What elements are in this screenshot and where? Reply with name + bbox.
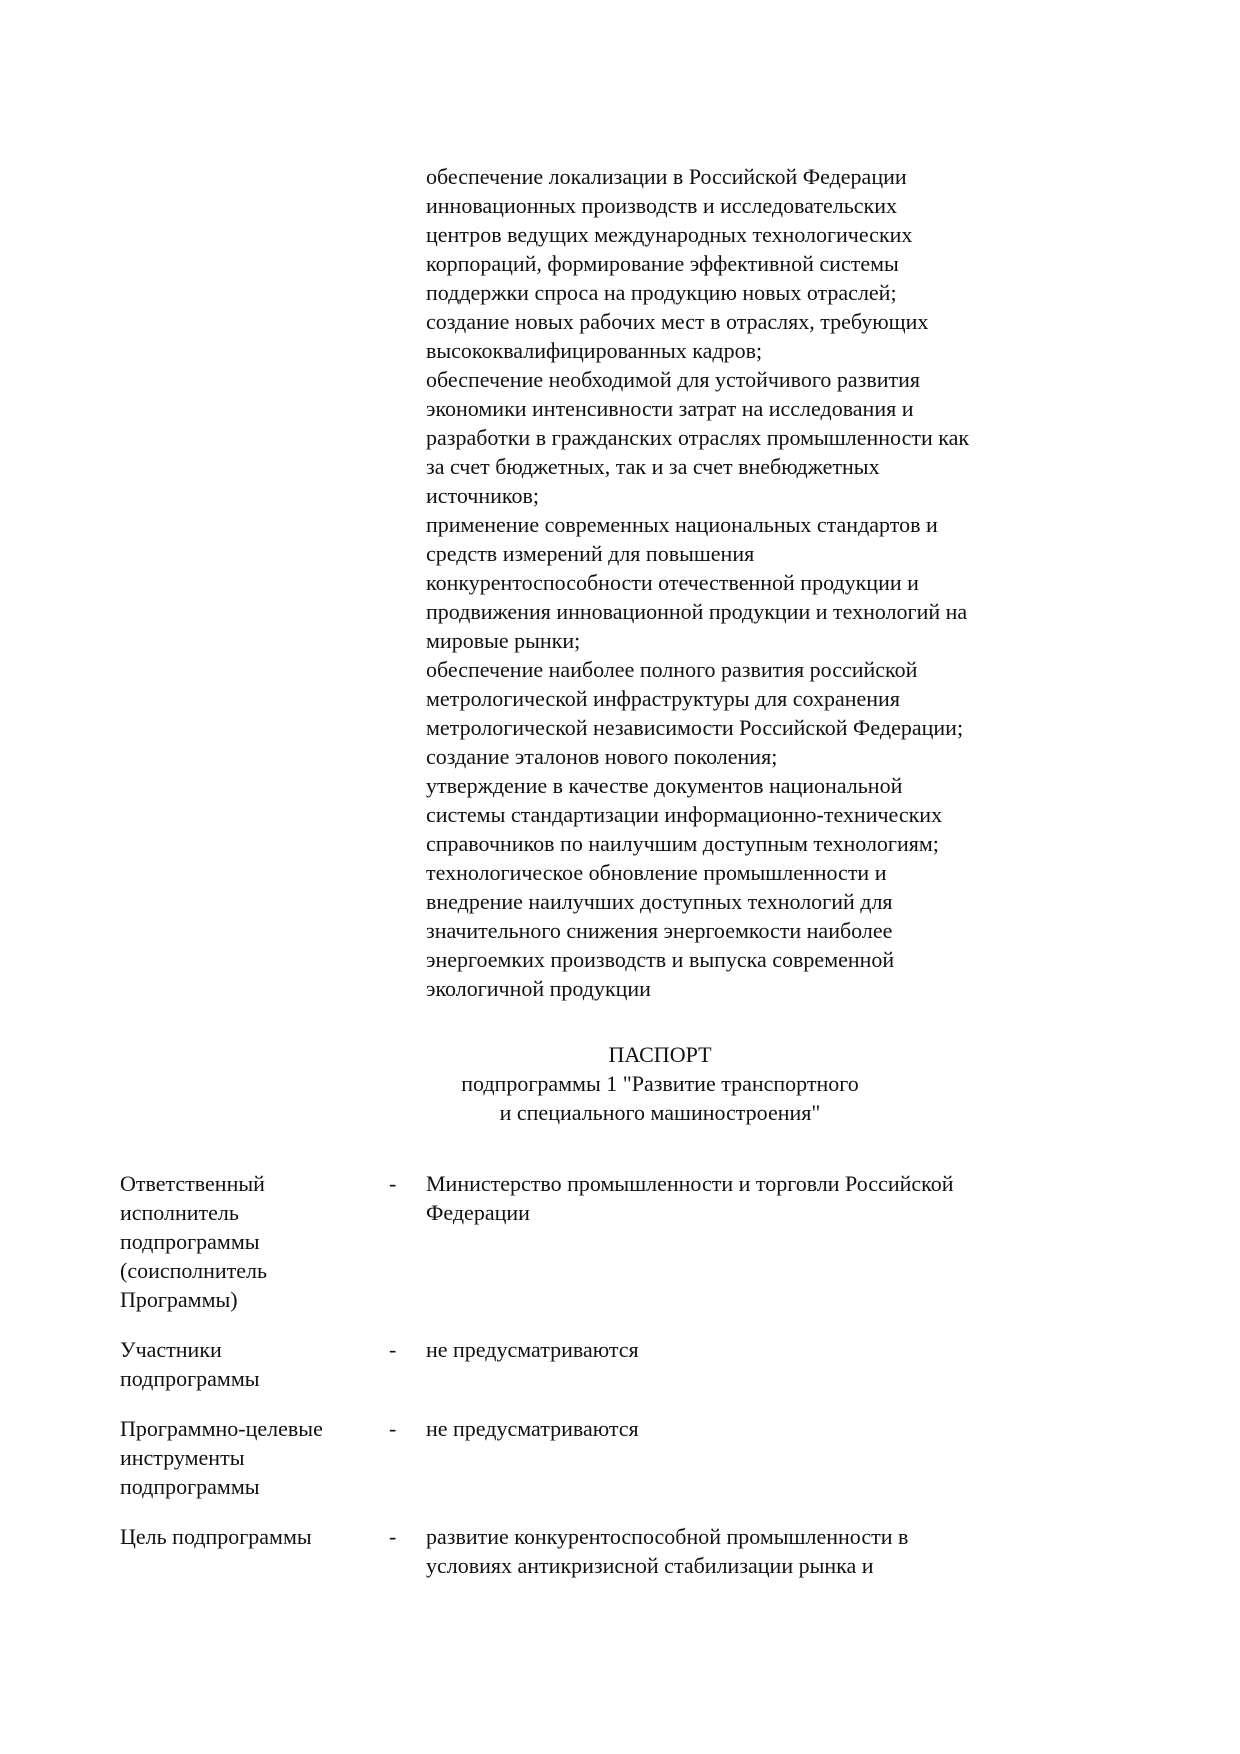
goals-line: применение современных национальных стандартов и	[426, 512, 938, 537]
row-label-line: Программы)	[120, 1287, 238, 1312]
row-dash: -	[389, 1416, 397, 1441]
goals-line: значительного снижения энергоемкости наиболее	[426, 918, 893, 943]
goals-line: мировые рынки;	[426, 628, 581, 653]
goals-line: продвижения инновационной продукции и технологий на	[426, 599, 968, 624]
goals-line: корпораций, формирование эффективной системы	[426, 251, 899, 276]
row-value-line: условиях антикризисной стабилизации рынка и	[426, 1553, 874, 1578]
goals-line: инновационных производств и исследовательских	[426, 193, 897, 218]
row-label-line: Участники	[120, 1337, 222, 1362]
passport-title: ПАСПОРТ	[608, 1042, 712, 1067]
row-label-line: подпрограммы	[120, 1229, 260, 1254]
goals-line: справочников по наилучшим доступным технологиям;	[426, 831, 939, 856]
goals-line: обеспечение необходимой для устойчивого развития	[426, 367, 921, 392]
goals-line: создание эталонов нового поколения;	[426, 744, 778, 769]
goals-line: утверждение в качестве документов национальной	[426, 773, 903, 798]
goals-text	[426, 162, 1126, 1003]
row-label-line: подпрограммы	[120, 1474, 260, 1499]
passport-heading	[400, 1040, 920, 1127]
goals-line: высококвалифицированных кадров;	[426, 338, 763, 363]
goals-line: экологичной продукции	[426, 976, 651, 1001]
row-value-line: Федерации	[426, 1200, 530, 1225]
row-label-line: подпрограммы	[120, 1366, 260, 1391]
goals-line: метрологической инфраструктуры для сохранения	[426, 686, 900, 711]
row-label-line: (соисполнитель	[120, 1258, 268, 1283]
goals-line: центров ведущих международных технологических	[426, 222, 913, 247]
passport-subtitle-line-1: подпрограммы 1 "Развитие транспортного	[461, 1071, 859, 1096]
passport-subtitle-line-2: и специального машиностроения"	[499, 1100, 821, 1125]
row-value	[426, 1414, 1066, 1443]
goals-line: внедрение наилучших доступных технологий для	[426, 889, 893, 914]
goals-line: источников;	[426, 483, 539, 508]
goals-line: метрологической независимости Российской Федерации;	[426, 715, 964, 740]
goals-line: средств измерений для повышения	[426, 541, 755, 566]
row-label-line: Ответственный	[120, 1171, 265, 1196]
goals-line: обеспечение наиболее полного развития российской	[426, 657, 918, 682]
goals-line: за счет бюджетных, так и за счет внебюджетных	[426, 454, 880, 479]
row-dash: -	[389, 1171, 397, 1196]
row-value-line: не предусматриваются	[426, 1416, 639, 1441]
goals-line: конкурентоспособности отечественной продукции и	[426, 570, 919, 595]
goals-line: создание новых рабочих мест в отраслях, требующих	[426, 309, 929, 334]
goals-line: технологическое обновление промышленности и	[426, 860, 887, 885]
row-label-line: исполнитель	[120, 1200, 239, 1225]
goals-line: разработки в гражданских отраслях промышленности как	[426, 425, 970, 450]
row-label-line: Программно-целевые	[120, 1416, 323, 1441]
row-label	[120, 1522, 380, 1551]
row-value-line: Министерство промышленности и торговли Российской	[426, 1171, 954, 1196]
row-label	[120, 1169, 380, 1314]
row-label-line: инструменты	[120, 1445, 245, 1470]
row-label	[120, 1335, 380, 1393]
row-value	[426, 1335, 1066, 1364]
row-value	[426, 1522, 1066, 1580]
row-value-line: развитие конкурентоспособной промышленности в	[426, 1524, 909, 1549]
goals-line: системы стандартизации информационно-технических	[426, 802, 943, 827]
goals-line: поддержки спроса на продукцию новых отраслей;	[426, 280, 897, 305]
goals-line: энергоемких производств и выпуска современной	[426, 947, 895, 972]
row-value-line: не предусматриваются	[426, 1337, 639, 1362]
row-label	[120, 1414, 380, 1501]
row-dash: -	[389, 1524, 397, 1549]
row-dash: -	[389, 1337, 397, 1362]
row-value	[426, 1169, 1066, 1227]
goals-line: экономики интенсивности затрат на исследования и	[426, 396, 914, 421]
row-label-line: Цель подпрограммы	[120, 1524, 312, 1549]
goals-line: обеспечение локализации в Российской Федерации	[426, 164, 907, 189]
